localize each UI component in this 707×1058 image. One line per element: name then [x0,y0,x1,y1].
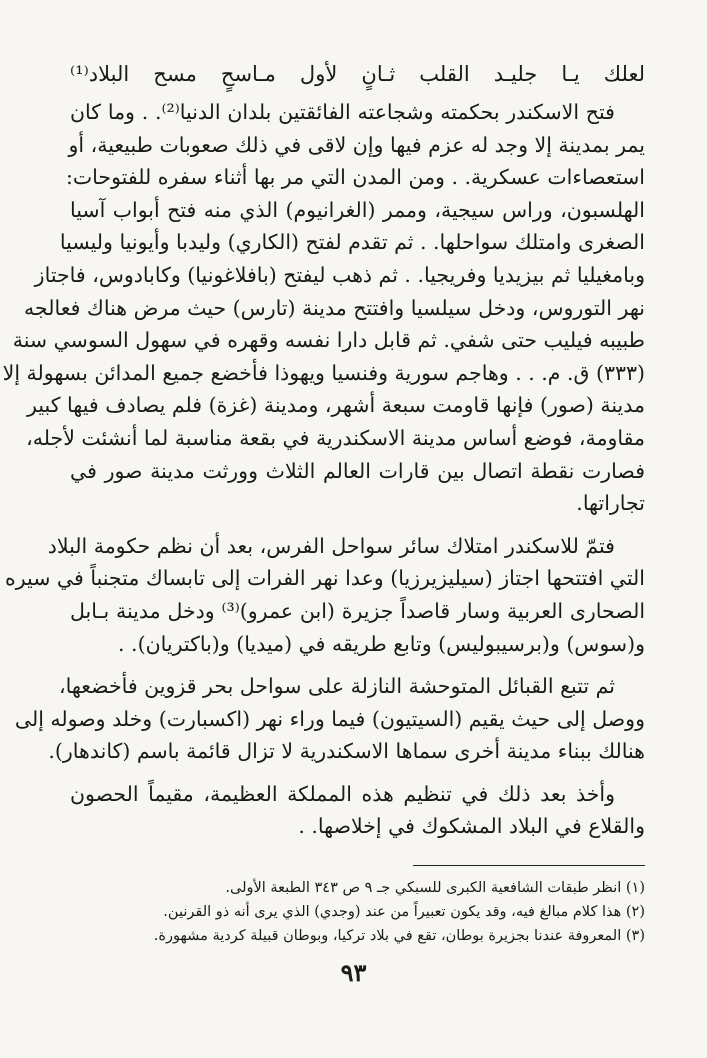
text-line: الصحارى العربية وسار قاصداً جزيرة (ابن عمرو)⁽³⁾ ودخل مدينة بـابل [70,598,646,623]
text-line: الهلسبون، وراس سيجية، وممر (الغرانيوم) الذي منه فتح أبواب آسيا [70,197,645,222]
text-line: الصغرى وامتلك سواحلها. . ثم تقدم لفتح (الكاري) وليدبا وأيونيا وليسيا [59,230,645,255]
main-text [2,96,646,843]
text-line: فصارت نقطة اتصال بين قارات العالم الثلاث وورثت مدينة صور في [70,458,645,483]
paragraph-1 [2,96,645,520]
text-line: طبيبه فيليب حتى شفي. ثم قابل دارا نفسه وقهره في سهول السوسي سنة [12,328,645,353]
footnotes [70,876,645,948]
text-line: ثم تتبع القبائل المتوحشة النازلة على سواحل بحر قزوين فأخضعها، [58,674,615,699]
text-line: مدينة (صور) فإنها قاومت سبعة أشهر، ومدينة (غزة) فلم يصادف فيها كبير [27,393,645,418]
paragraph-2 [4,530,646,660]
paragraph-4 [70,778,645,843]
footnote-separator [413,865,645,866]
text-line: استعصاءات عسكرية. . ومن المدن التي مر بها أثناء سفره للفتوحات: [65,165,645,190]
text-line: هنالك ببناء مدينة أخرى سماها الاسكندرية لا تزال قائمة باسم (كاندهار). [48,739,645,764]
text-line: التي افتتحها اجتاز (سيليزيرزيا) وعدا نهر الفرات إلى تابساك متجنباً في سيره [4,566,645,591]
text-line: فتمّ للاسكندر امتلاك سائر سواحل الفرس، بعد أن نظم حكومة البلاد [47,533,615,558]
paragraph-3 [14,670,645,768]
text-line: يمر بمدينة إلا وجد له عزم فيها وإن لاقى في ذلك صعوبات طبيعية، أو [68,132,645,157]
text-line: وبامغيليا ثم بيزيديا وفريجيا. . ثم ذهب ليفتح (بافلاغونيا) وكابادوس، فاجتاز [34,262,645,287]
text-line: مقاومة، فوضع أساس مدينة الاسكندرية في بقعة مناسبة لما أنشئت لأجله، [26,425,645,450]
text-line: و(سوس) و(برسيبوليس) وتابع طريقه في (ميديا) و(باكتريان). . [118,631,645,656]
text-line: (٣٣٣) ق. م. . . وهاجم سورية وفنسيا ويهوذا فأخضع جميع المدائن بسهولة إلا [2,360,645,385]
text-line: نهر التوروس، ودخل سيلسيا وافتتح مدينة (تارس) حيث مرض هناك فعالجه [24,295,645,320]
text-line: ووصل إلى حيث يقيم (السيتيون) فيما وراء نهر (اكسبارت) وخلد وصوله إلى [14,706,645,731]
text-line: فتح الاسكندر بحكمته وشجاعته الفائقتين بلدان الدنيا⁽²⁾. . وما كان [70,100,615,124]
footnote-2: (٢) هذا كلام مبالغ فيه، وقد يكون تعبيراً من عند (وجدي) الذي يرى أنه ذو القرنين. [163,904,645,921]
page-number: ٩٣ [340,958,367,987]
footnote-1: (١) انظر طبقات الشافعية الكبرى للسبكي جـ ٩ ص ٣٤٣ الطبعة الأولى. [225,880,645,897]
text-line: وأخذ بعد ذلك في تنظيم هذه المملكة العظيمة، مقيماً الحصون [70,781,615,806]
poem-verse: لعلك يـا جليـد القلب ثـانٍ لأول مـاسحٍ مسح البلاد⁽¹⁾ [70,62,645,86]
text-line: والقلاع في البلاد المشكوك في إخلاصها. . [298,814,645,839]
footnote-3: (٣) المعروفة عندنا بجزيرة بوطان، تقع في بلاد تركيا، وبوطان قبيلة كردية مشهورة. [153,928,645,945]
text-line: تجاراتها. [576,491,645,516]
